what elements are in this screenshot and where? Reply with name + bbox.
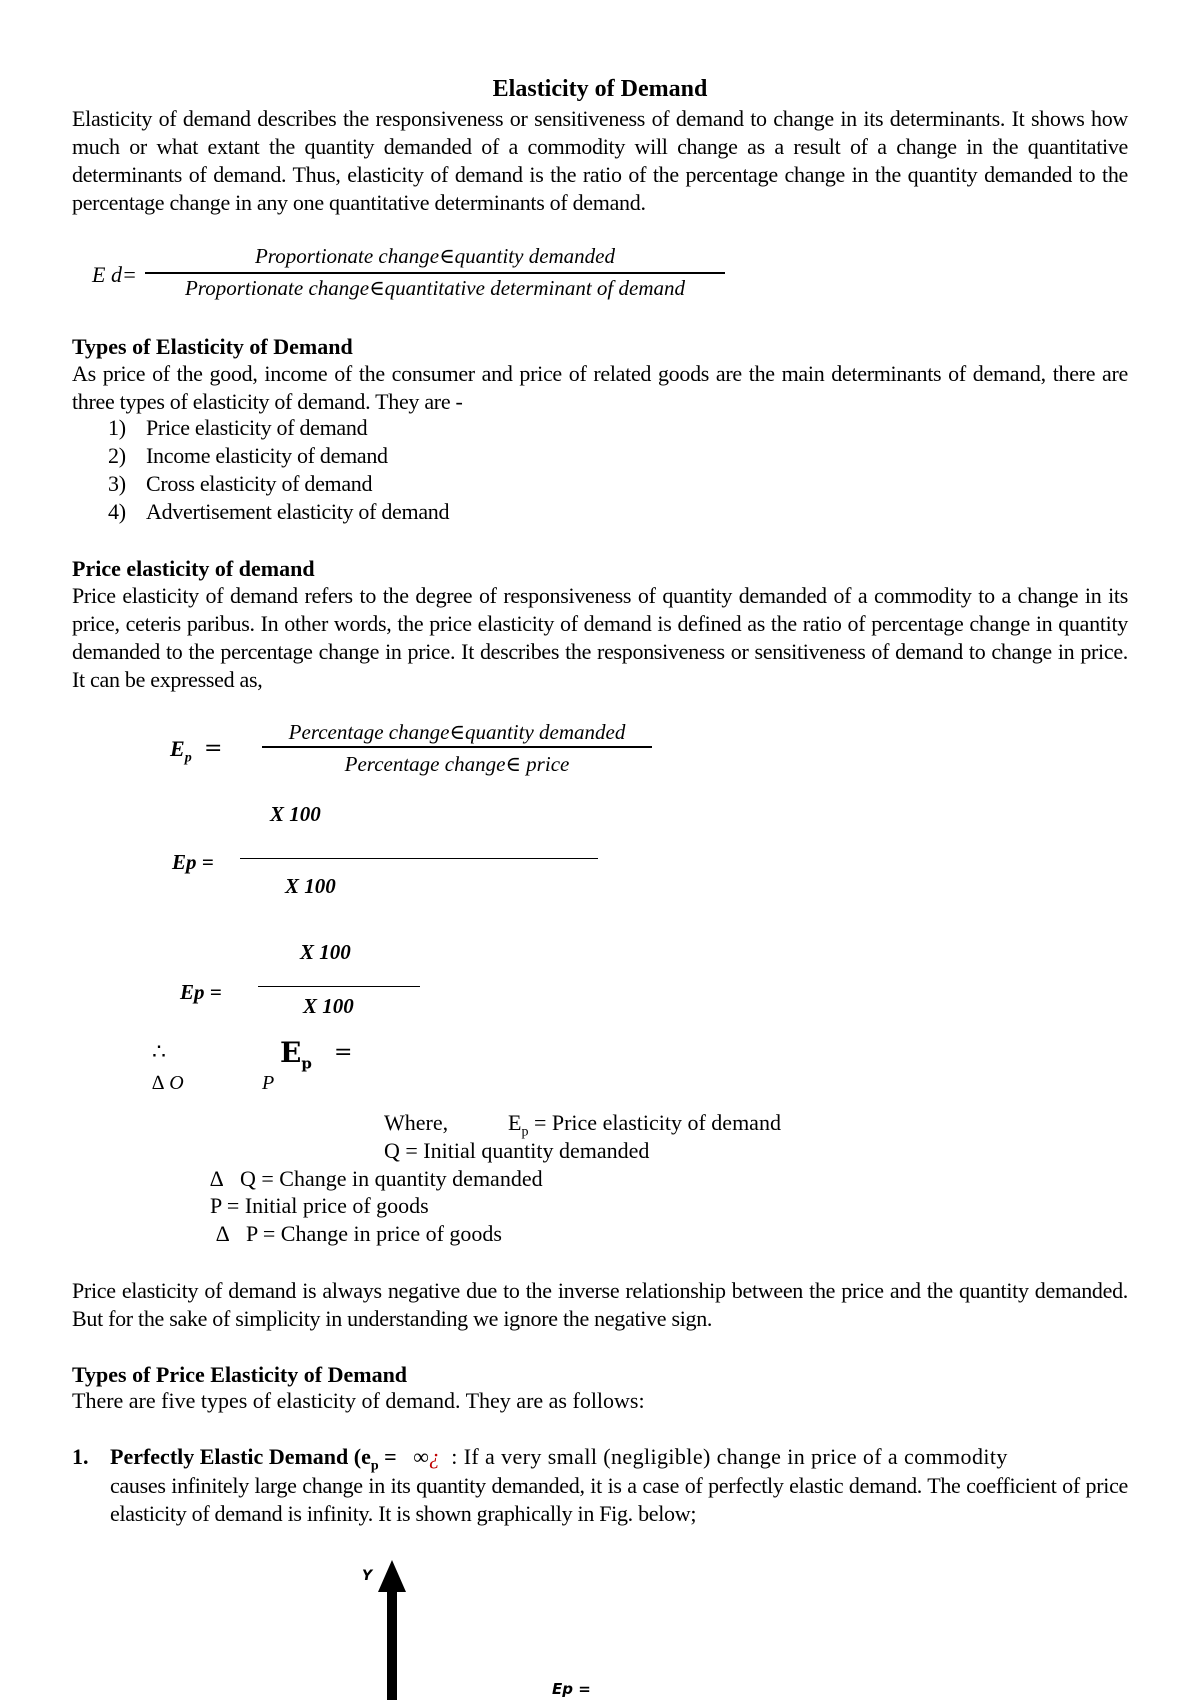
formula-ed-fraction-bar [145, 272, 725, 274]
y-axis-arrowhead [378, 1560, 406, 1592]
perfect-number: 1. [72, 1444, 89, 1469]
perfect-first-line: Perfectly Elastic Demand ($e_p$ = ∞¿ : If a very small (negligible) change in price of a commodity [110, 1444, 1008, 1474]
formula-ep-equals: = [204, 736, 223, 761]
ped-paragraph: Price elasticity of demand refers to the degree of responsiveness of quantity demanded of a commodity to a change in its price, ceteris paribus. In other words, the price elasticity of demand is defined as the ratio of percentage change in quantity demanded to the percentage change in price. It describes the responsiveness or sensitiveness of demand to change in price. It can be expressed as, [72, 583, 1128, 692]
list-item: 1) Price elasticity of demand [108, 415, 368, 440]
intro-paragraph: Elasticity of demand describes the responsiveness or sensitiveness of demand to change in its determinants. It shows how much or what extant the quantity demanded of a commodity will change as a result of a change in the quantitative determinants of demand. Thus, elasticity of demand is the ratio of the percentage change in the quantity demanded to the percentage change in any one quantitative determinants of demand. [72, 106, 1128, 215]
where-label: Where, [384, 1110, 449, 1135]
list-item: 3) Cross elasticity of demand [108, 471, 373, 496]
tped-intro: There are five types of elasticity of demand. They are as follows: [72, 1388, 645, 1413]
formula5-equals: = [334, 1040, 353, 1065]
where-item: Q = Initial quantity demanded [384, 1138, 650, 1163]
formula5-delta-q: ∆ O [152, 1072, 184, 1094]
where-item: ∆ P = Change in price of goods [216, 1221, 502, 1246]
perfect-rest: causes infinitely large change in its quantity demanded, it is a case of perfectly elastic demand. The coefficient of price elasticity of demand is infinity. It is shown graphically in Fig. below; [110, 1473, 1128, 1526]
formula4-numerator: X 100 [300, 940, 351, 964]
formula5-lhs: $E_p$ [280, 1036, 312, 1073]
formula-ed-numerator: Proportionate change∈quantity demanded [254, 244, 616, 268]
ped-heading: Price elasticity of demand [72, 556, 315, 581]
where-item: P = Initial price of goods [210, 1193, 429, 1218]
formula5-p: P [262, 1072, 275, 1094]
page-title: Elasticity of Demand [492, 76, 708, 102]
types-intro: As price of the good, income of the consumer and price of related goods are the main determinants of demand, there are three types of elasticity of demand. They are - [72, 361, 1128, 414]
graph-y-label: Y [362, 1568, 373, 1584]
graph-ep-label: Ep = [552, 1680, 591, 1698]
therefore-symbol: ∴ [152, 1040, 166, 1065]
formula-ep-denominator: Percentage change∈ price [344, 752, 570, 776]
list-item: 4) Advertisement elasticity of demand [108, 499, 450, 524]
where-item: $E_p$ = Price elasticity of demand [508, 1110, 781, 1140]
formula3-fraction-bar [240, 858, 598, 859]
formula-ep-numerator: Percentage change∈quantity demanded [288, 720, 626, 744]
types-heading: Types of Elasticity of Demand [72, 334, 353, 359]
formula4-fraction-bar [258, 986, 420, 987]
list-item: 2) Income elasticity of demand [108, 443, 388, 468]
formula4-lhs: Ep = [180, 980, 222, 1004]
formula-ed-denominator: Proportionate change∈quantitative determinant of demand [184, 276, 686, 300]
where-item: ∆ Q = Change in quantity demanded [210, 1166, 543, 1191]
formula3-numerator: X 100 [270, 802, 321, 826]
formula-ep-fraction-bar [262, 746, 652, 748]
y-axis-line [387, 1590, 397, 1700]
formula3-denominator: X 100 [285, 874, 336, 898]
negative-note: Price elasticity of demand is always negative due to the inverse relationship between the price and the quantity demanded. But for the sake of simplicity in understanding we ignore the negative sign. [72, 1278, 1128, 1331]
formula3-lhs: Ep = [172, 850, 214, 874]
formula-ed-lhs: E d= [92, 262, 137, 287]
graph-y-axis [372, 1560, 412, 1700]
tped-heading: Types of Price Elasticity of Demand [72, 1362, 408, 1387]
formula-ep-lhs: $E_p$ [170, 736, 192, 766]
formula4-denominator: X 100 [303, 994, 354, 1018]
types-list [108, 414, 449, 526]
